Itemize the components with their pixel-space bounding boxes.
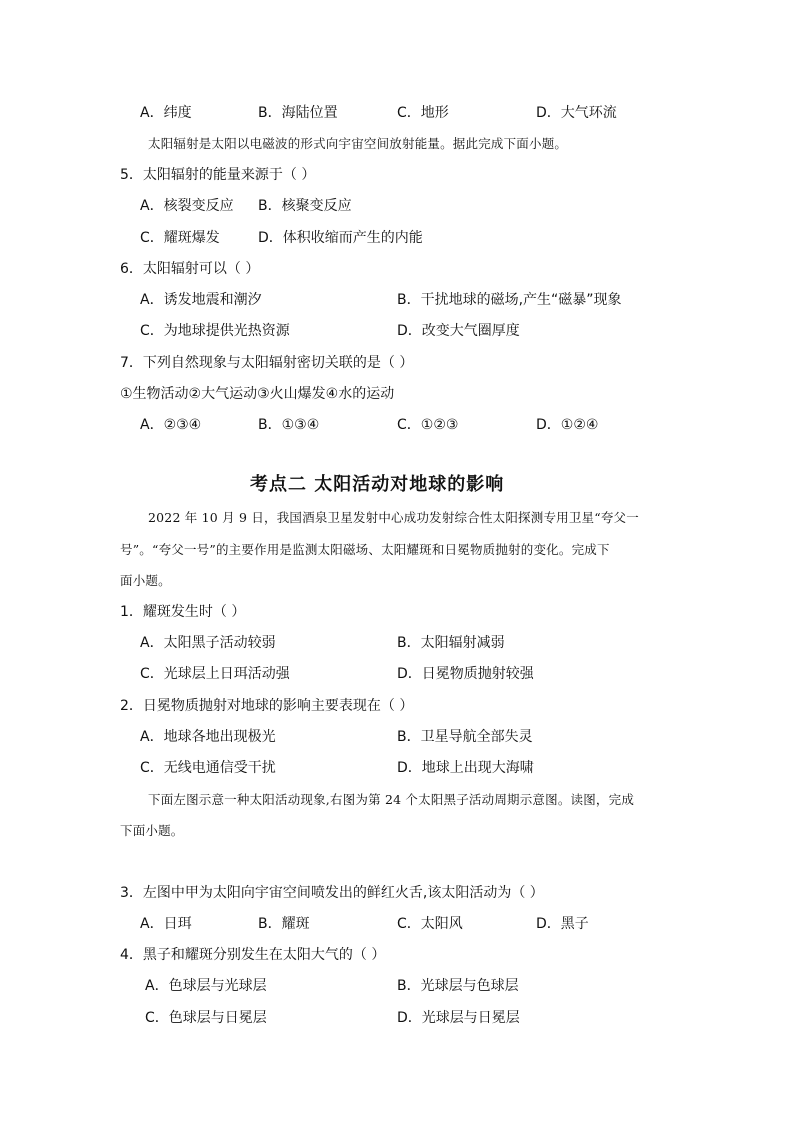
question-7-option-a: A．②③④ <box>140 417 202 433</box>
question-5-option-a: A．核裂变反应 <box>140 198 234 214</box>
section-title: 考点二 太阳活动对地球的影响 <box>250 474 505 495</box>
passage-kuafu-line-3: 面小题。 <box>120 573 171 588</box>
question-7-option-b: B．①③④ <box>258 417 320 433</box>
passage-sunspot-line-1: 下面左图示意一种太阳活动现象,右图为第 24 个太阳黑子活动周期示意图。读图，完成 <box>148 792 635 807</box>
question-1-option-d: D．日冕物质抛射较强 <box>397 666 534 682</box>
question-6-stem: 6．太阳辐射可以（ ） <box>120 261 260 277</box>
question-3-option-c: C．太阳风 <box>397 916 463 932</box>
question-1-stem: 1．耀斑发生时（ ） <box>120 604 246 620</box>
question-3-option-d: D．黑子 <box>536 916 589 932</box>
question-4-option-c: C．色球层与日冕层 <box>145 1010 267 1026</box>
question-1-option-a: A．太阳黑子活动较弱 <box>140 635 276 651</box>
passage-solar-radiation: 太阳辐射是太阳以电磁波的形式向宇宙空间放射能量。据此完成下面小题。 <box>148 136 568 151</box>
question-3-option-b: B．耀斑 <box>258 916 310 932</box>
question-3-option-a: A．日珥 <box>140 916 192 932</box>
prev-option-a: A．纬度 <box>140 105 192 121</box>
prev-option-b: B．海陆位置 <box>258 105 338 121</box>
question-6-option-a: A．诱发地震和潮汐 <box>140 292 262 308</box>
question-5-option-b: B．核聚变反应 <box>258 198 352 214</box>
question-4-option-b: B．光球层与色球层 <box>397 978 519 994</box>
question-5-option-c: C．耀斑爆发 <box>140 230 220 246</box>
question-6-option-b: B．干扰地球的磁场,产生“磁暴”现象 <box>397 292 622 308</box>
question-1-option-c: C．光球层上日珥活动强 <box>140 666 290 682</box>
question-7-items: ①生物活动②大气运动③火山爆发④水的运动 <box>120 386 395 402</box>
question-6-option-c: C．为地球提供光热资源 <box>140 323 290 339</box>
question-4-option-d: D．光球层与日冕层 <box>397 1010 520 1026</box>
passage-sunspot-line-2: 下面小题。 <box>120 823 184 838</box>
question-2-option-c: C．无线电通信受干扰 <box>140 760 276 776</box>
question-6-option-d: D．改变大气圈厚度 <box>397 323 520 339</box>
question-4-option-a: A．色球层与光球层 <box>145 978 267 994</box>
question-3-stem: 3．左图中甲为太阳向宇宙空间喷发出的鲜红火舌,该太阳活动为（ ） <box>120 885 544 901</box>
question-2-option-d: D．地球上出现大海啸 <box>397 760 534 776</box>
question-2-option-a: A．地球各地出现极光 <box>140 729 276 745</box>
passage-kuafu-line-2: 号”。“夸父一号”的主要作用是监测太阳磁场、太阳耀斑和日冕物质抛射的变化。完成下 <box>120 542 610 557</box>
question-7-option-c: C．①②③ <box>397 417 459 433</box>
prev-option-d: D．大气环流 <box>536 105 617 121</box>
question-5-option-d: D．体积收缩而产生的内能 <box>258 230 423 246</box>
question-4-stem: 4．黑子和耀斑分别发生在太阳大气的（ ） <box>120 947 386 963</box>
passage-kuafu-line-1: 2022 年 10 月 9 日，我国酒泉卫星发射中心成功发射综合性太阳探测专用卫星“夸父一 <box>148 510 639 525</box>
question-2-stem: 2．日冕物质抛射对地球的影响主要表现在（ ） <box>120 698 414 714</box>
question-5-stem: 5．太阳辐射的能量来源于（ ） <box>120 167 316 183</box>
question-7-stem: 7．下列自然现象与太阳辐射密切关联的是（ ） <box>120 355 414 371</box>
question-2-option-b: B．卫星导航全部失灵 <box>397 729 533 745</box>
question-7-option-d: D．①②④ <box>536 417 599 433</box>
question-1-option-b: B．太阳辐射减弱 <box>397 635 505 651</box>
prev-option-c: C．地形 <box>397 105 449 121</box>
